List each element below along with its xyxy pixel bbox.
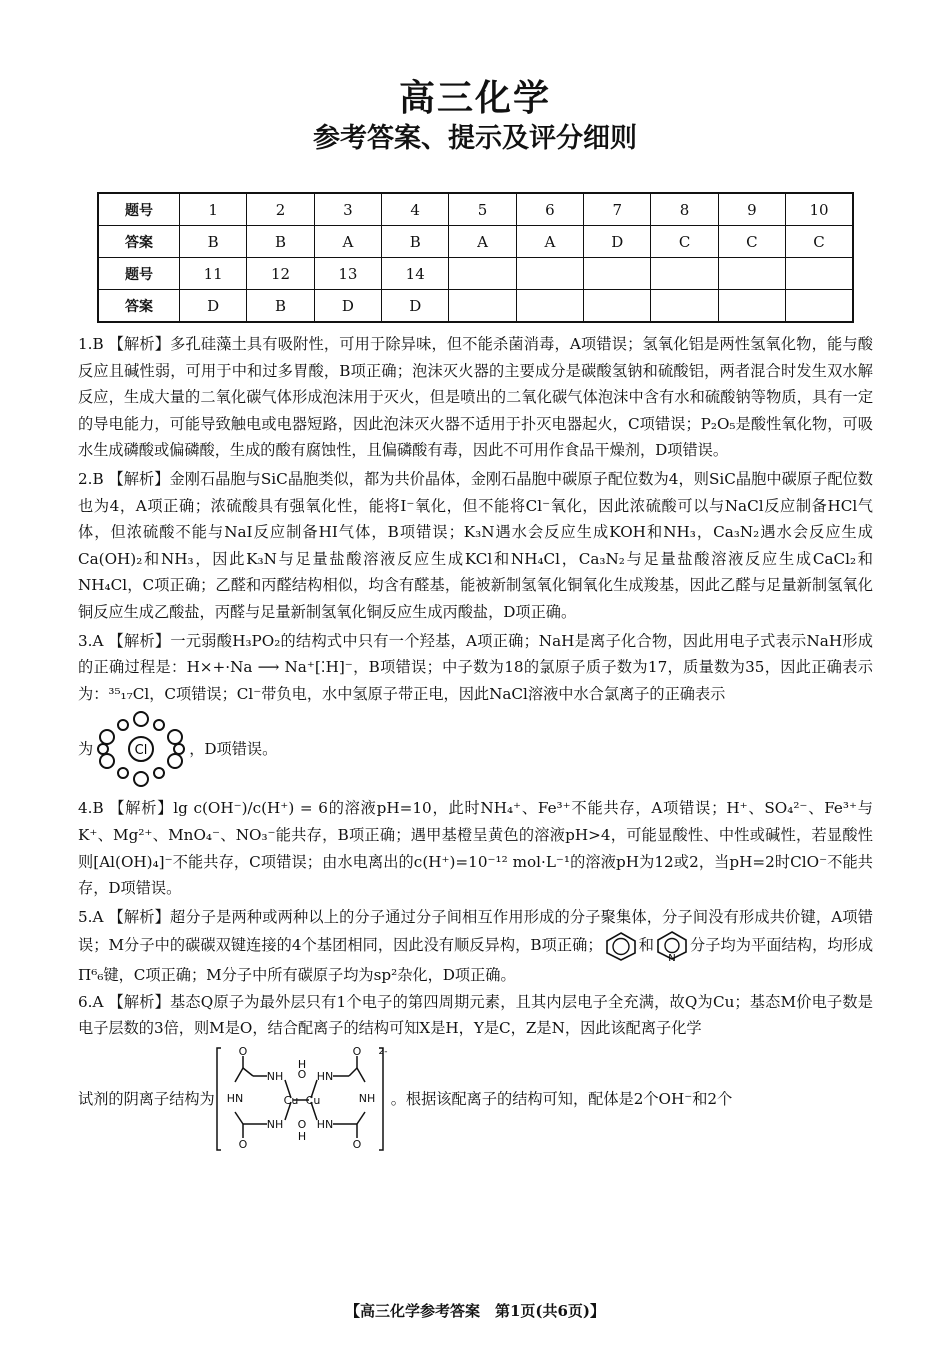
- row-header: 答案: [98, 226, 180, 258]
- table-cell: C: [718, 226, 785, 258]
- table-cell: 11: [180, 258, 247, 290]
- explanation-5-text: 5.A 【解析】超分子是两种或两种以上的分子通过分子间相互作用形成的分子聚集体，分子间没有形成共价键，A项错误；M分子中的碳碳双键连接的4个基团相同，因此没有顺反异构，B项正确；: [78, 907, 873, 955]
- and-text: 和: [638, 936, 654, 955]
- atom-o: O: [297, 1068, 307, 1082]
- explanation-2: 2.B 【解析】金刚石晶胞与SiC晶胞类似，都为共价晶体，金刚石晶胞中碳原子配位数为4，则SiC晶胞中碳原子配位数也为4，A项正确；浓硫酸具有强氧化性，能将I⁻氧化，但不能将Cl⁻氧化，因此浓硫酸可以与NaCl反应制备HCl气体，但浓硫酸不能与NaI反应制备HI气体，B项错误；K₃N遇水会反应生成KOH和NH₃，Ca₃N₂遇水会反应生成Ca(OH)₂和NH₃，因此K₃N与足量盐酸溶液反应生成KCl和NH₄Cl，Ca₃N₂与足量盐酸溶液反应生成CaCl₂和NH₄Cl，C项正确；乙醛和丙醛结构相似，均含有醛基，能被新制氢氧化铜氧化生成羧基，因此乙醛与足量新制氢氧化铜反应生成乙酸盐，丙醛与足量新制氢氧化铜反应生成丙酸盐，D项正确。: [78, 469, 873, 621]
- table-row: [98, 193, 853, 226]
- table-cell: [786, 290, 853, 323]
- table-cell: [651, 258, 718, 290]
- table-row: [98, 290, 853, 323]
- complex-ion-line: [78, 1044, 873, 1154]
- row-header: 题号: [98, 193, 180, 226]
- complex-suffix: 。根据该配离子的结构可知，配体是2个OH⁻和2个: [390, 1089, 733, 1108]
- atom-o: O: [297, 1118, 307, 1132]
- table-cell: B: [382, 226, 449, 258]
- table-cell: B: [180, 226, 247, 258]
- pyridine-n-label: N: [668, 953, 676, 963]
- atom-hn: HN: [226, 1092, 243, 1106]
- explanation-4: 4.B 【解析】lg c(OH⁻)/c(H⁺) = 6的溶液pH=10，此时NH₄⁺、Fe³⁺不能共存，A项错误；H⁺、SO₄²⁻、Fe³⁺与K⁺、Mg²⁺、MnO₄⁻、NO₃⁻能共存，B项正确；遇甲基橙呈黄色的溶液pH>4，可能显酸性、中性或碱性，若显酸性则[Al(OH)₄]⁻不能共存，C项错误；由水电离出的c(H⁺)=10⁻¹² mol·L⁻¹的溶液pH为12或2，当pH=2时ClO⁻不能共存，D项错误。: [78, 799, 873, 898]
- table-cell: D: [584, 226, 651, 258]
- table-cell: 7: [584, 193, 651, 226]
- table-cell: [584, 290, 651, 323]
- table-cell: D: [180, 290, 247, 323]
- row-header: 答案: [98, 290, 180, 323]
- explanation-5: [78, 904, 873, 989]
- table-cell: [449, 290, 516, 323]
- table-cell: 5: [449, 193, 516, 226]
- copper-complex-diagram: [215, 1044, 391, 1154]
- complex-prefix: 试剂的阴离子结构为: [78, 1089, 215, 1108]
- atom-nh: NH: [266, 1118, 283, 1132]
- atom-nh: NH: [358, 1092, 375, 1106]
- explanations: [78, 331, 873, 1154]
- table-cell: D: [314, 290, 381, 323]
- table-cell: A: [314, 226, 381, 258]
- table-cell: [651, 290, 718, 323]
- table-cell: C: [786, 226, 853, 258]
- table-cell: A: [449, 226, 516, 258]
- table-cell: 9: [718, 193, 785, 226]
- table-cell: 8: [651, 193, 718, 226]
- table-cell: 6: [516, 193, 583, 226]
- atom-hn: HN: [316, 1118, 333, 1132]
- explanation-1: 1.B 【解析】多孔硅藻土具有吸附性，可用于除异味，但不能杀菌消毒，A项错误；氢氧化铝是两性氢氧化物，能与酸反应且碱性弱，可用于中和过多胃酸，B项正确；泡沫灭火器的主要成分是碳酸氢钠和硫酸铝，两者混合时发生双水解反应，生成大量的二氧化碳气体形成泡沫用于灭火，但是喷出的二氧化碳气体泡沫中含有水和硫酸钠等物质，具有一定的导电能力，可能导致触电或电器短路，因此泡沫灭火器不适用于扑灭电器起火，C项错误；P₂O₅是酸性氧化物，可吸水生成磷酸或偏磷酸，生成的酸有腐蚀性，且偏磷酸有毒，因此不可用作食品干燥剂，D项错误。: [78, 335, 873, 460]
- explanation-5b-text: 分子均为平面结构，均形成Π⁶₆键，C项正确；M分子中所有碳原子均为sp²杂化，D项正确。: [78, 936, 874, 985]
- benzene-ring-diagram: [603, 931, 639, 961]
- table-cell: 10: [786, 193, 853, 226]
- atom-nh: NH: [266, 1070, 283, 1084]
- table-cell: [718, 258, 785, 290]
- table-cell: D: [382, 290, 449, 323]
- table-cell: [449, 258, 516, 290]
- hydrated-ion-suffix: ，D项错误。: [189, 740, 278, 759]
- atom-o: O: [238, 1138, 248, 1152]
- table-cell: C: [651, 226, 718, 258]
- hydrated-ion-prefix: 为: [78, 740, 94, 759]
- answer-table: [97, 192, 854, 323]
- table-cell: [584, 258, 651, 290]
- hydrated-chloride-ion-diagram: [93, 709, 189, 789]
- atom-cu: Cu: [305, 1094, 321, 1108]
- atom-hn: HN: [316, 1070, 333, 1084]
- atom-cu: Cu: [283, 1094, 299, 1108]
- table-cell: A: [516, 226, 583, 258]
- table-cell: [718, 290, 785, 323]
- page-footer: 【高三化学参考答案 第1页(共6页)】: [344, 1302, 606, 1320]
- table-cell: 3: [314, 193, 381, 226]
- atom-o: O: [352, 1045, 362, 1059]
- chloride-label: Cl: [134, 743, 148, 759]
- page-title: 高三化学: [398, 77, 551, 119]
- atom-o: O: [352, 1138, 362, 1152]
- row-header: 题号: [98, 258, 180, 290]
- table-cell: 12: [247, 258, 314, 290]
- atom-o: O: [238, 1045, 248, 1059]
- table-cell: B: [247, 290, 314, 323]
- atom-h: H: [297, 1130, 306, 1144]
- table-cell: B: [247, 226, 314, 258]
- table-cell: 14: [382, 258, 449, 290]
- table-cell: [516, 258, 583, 290]
- complex-charge: 2-: [378, 1047, 388, 1058]
- table-cell: 2: [247, 193, 314, 226]
- pyridine-ring-diagram: [654, 930, 690, 962]
- atom-h: H: [297, 1058, 306, 1072]
- hydrated-ion-line: [78, 709, 873, 789]
- explanation-6: 6.A 【解析】基态Q原子为最外层只有1个电子的第四周期元素，且其内层电子全充满，故Q为Cu；基态M价电子数是电子层数的3倍，则M是O，结合配离子的结构可知X是H，Y是C，Z是N，因此该配离子化学: [78, 992, 873, 1038]
- table-cell: [516, 290, 583, 323]
- table-cell: [786, 258, 853, 290]
- table-row: [98, 226, 853, 258]
- explanation-3: 3.A 【解析】一元弱酸H₃PO₂的结构式中只有一个羟基，A项正确；NaH是离子化合物，因此用电子式表示NaH形成的正确过程是：H×+·Na ⟶ Na⁺[⁚H]⁻，B项错误；中子数为18的氯原子质子数为17，质量数为35，因此正确表示为：³⁵₁₇Cl，C项错误；Cl⁻带负电，水中氢原子带正电，因此NaCl溶液中水合氯离子的正确表示: [78, 631, 873, 703]
- table-row: [98, 258, 853, 290]
- table-cell: 13: [314, 258, 381, 290]
- page-subtitle: 参考答案、提示及评分细则: [313, 123, 637, 154]
- table-cell: 4: [382, 193, 449, 226]
- table-cell: 1: [180, 193, 247, 226]
